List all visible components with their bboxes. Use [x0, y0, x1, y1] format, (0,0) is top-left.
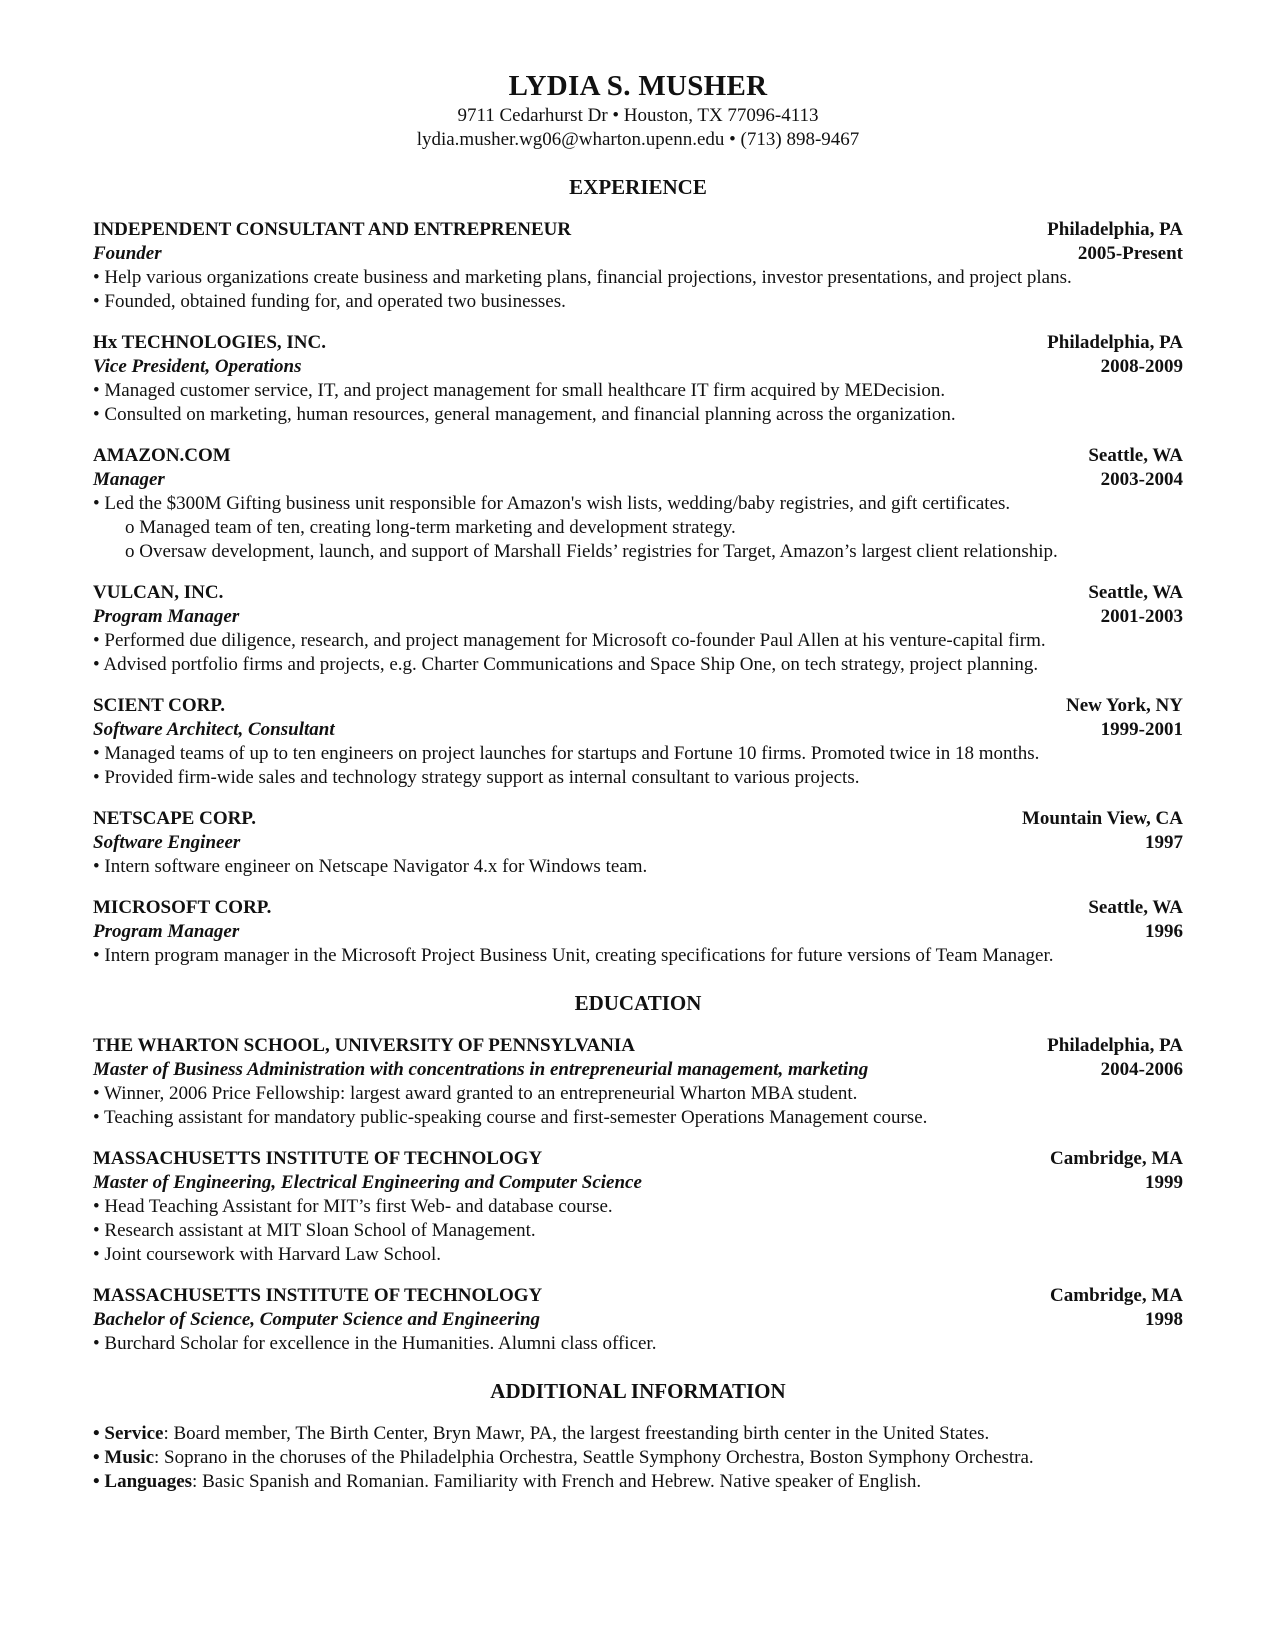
resume-header: [93, 68, 1183, 152]
employer-name: SCIENT CORP.: [93, 695, 225, 716]
bullet-item: • Teaching assistant for mandatory public-speaking course and first-semester Operations Management course.: [93, 1107, 928, 1128]
sub-bullet-item: o Managed team of ten, creating long-term marketing and development strategy.: [125, 517, 736, 538]
employer-name: NETSCAPE CORP.: [93, 808, 256, 829]
employer-name: MICROSOFT CORP.: [93, 897, 272, 918]
job-dates: 2008-2009: [1100, 356, 1183, 377]
resume-page: [93, 68, 1183, 1494]
item-label: • Languages: [93, 1471, 193, 1492]
school-name: THE WHARTON SCHOOL, UNIVERSITY OF PENNSYLVANIA: [93, 1035, 636, 1056]
bullet-item: • Help various organizations create business and marketing plans, financial projections, investor presentations, and project plans.: [93, 267, 1072, 288]
bullet-item: • Managed teams of up to ten engineers on project launches for startups and Fortune 10 firms. Promoted twice in 18 months.: [93, 743, 1040, 764]
experience-entry: [93, 896, 1183, 968]
job-location: New York, NY: [1066, 695, 1183, 716]
school-name: MASSACHUSETTS INSTITUTE OF TECHNOLOGY: [93, 1148, 543, 1169]
job-location: Philadelphia, PA: [1047, 219, 1183, 240]
job-title: Program Manager: [93, 921, 240, 942]
job-title: Vice President, Operations: [93, 356, 302, 377]
additional-info-heading: ADDITIONAL INFORMATION: [490, 1379, 786, 1403]
bullet-item: • Managed customer service, IT, and project management for small healthcare IT firm acquired by MEDecision.: [93, 380, 946, 401]
bullet-item: • Advised portfolio firms and projects, e.g. Charter Communications and Space Ship One, on tech strategy, project planning.: [93, 654, 1039, 675]
bullet-item: • Winner, 2006 Price Fellowship: largest award granted to an entrepreneurial Wharton MBA student.: [93, 1083, 858, 1104]
additional-item-music: [93, 1446, 1183, 1470]
education-entry: [93, 1034, 1183, 1130]
bullet-item: • Performed due diligence, research, and project management for Microsoft co-founder Paul Allen at his venture-capital firm.: [93, 630, 1046, 651]
experience-entry: [93, 444, 1183, 564]
school-location: Cambridge, MA: [1050, 1285, 1183, 1306]
experience-entry: [93, 807, 1183, 879]
bullet-item: • Intern software engineer on Netscape Navigator 4.x for Windows team.: [93, 856, 648, 877]
experience-entry: [93, 218, 1183, 314]
bullet-item: • Joint coursework with Harvard Law School.: [93, 1244, 442, 1265]
item-text: : Board member, The Birth Center, Bryn Mawr, PA, the largest freestanding birth center in the United States.: [163, 1423, 990, 1444]
job-location: Seattle, WA: [1088, 897, 1183, 918]
job-location: Seattle, WA: [1088, 582, 1183, 603]
school-location: Cambridge, MA: [1050, 1148, 1183, 1169]
experience-heading: EXPERIENCE: [569, 175, 707, 199]
item-label: • Service: [93, 1423, 164, 1444]
education-heading: EDUCATION: [574, 991, 702, 1015]
employer-name: VULCAN, INC.: [93, 582, 224, 603]
contact-line: lydia.musher.wg06@wharton.upenn.edu • (713) 898-9467: [416, 129, 860, 150]
bullet-item: • Intern program manager in the Microsoft Project Business Unit, creating specifications for future versions of Team Manager.: [93, 945, 1054, 966]
bullet-item: • Research assistant at MIT Sloan School of Management.: [93, 1220, 536, 1241]
job-title: Manager: [93, 469, 165, 490]
degree-title: Master of Engineering, Electrical Engineering and Computer Science: [93, 1172, 642, 1193]
job-dates: 1999-2001: [1100, 719, 1183, 740]
job-dates: 1996: [1145, 921, 1183, 942]
degree-title: Master of Business Administration with concentrations in entrepreneurial management, marketing: [93, 1059, 869, 1080]
degree-title: Bachelor of Science, Computer Science and Engineering: [93, 1309, 541, 1330]
job-dates: 2003-2004: [1100, 469, 1183, 490]
job-title: Software Architect, Consultant: [93, 719, 335, 740]
bullet-item: • Burchard Scholar for excellence in the Humanities. Alumni class officer.: [93, 1333, 657, 1354]
bullet-item: • Founded, obtained funding for, and operated two businesses.: [93, 291, 566, 312]
additional-info-list: [93, 1422, 1183, 1494]
item-label: • Music: [93, 1447, 155, 1468]
bullet-item: • Provided firm-wide sales and technology strategy support as internal consultant to various projects.: [93, 767, 860, 788]
bullet-item: • Head Teaching Assistant for MIT’s first Web- and database course.: [93, 1196, 613, 1217]
bullet-item: • Consulted on marketing, human resources, general management, and financial planning across the organization.: [93, 404, 956, 425]
job-dates: 2001-2003: [1100, 606, 1183, 627]
item-text: : Soprano in the choruses of the Philadelphia Orchestra, Seattle Symphony Orchestra, Boston Symphony Orchestra.: [154, 1447, 1034, 1468]
school-location: Philadelphia, PA: [1047, 1035, 1183, 1056]
additional-item-languages: [93, 1470, 1183, 1494]
address-line: 9711 Cedarhurst Dr • Houston, TX 77096-4113: [457, 105, 819, 126]
job-title: Software Engineer: [93, 832, 241, 853]
bullet-item: • Led the $300M Gifting business unit responsible for Amazon's wish lists, wedding/baby registries, and gift certificates.: [93, 493, 1011, 514]
job-dates: 1997: [1145, 832, 1183, 853]
employer-name: Hx TECHNOLOGIES, INC.: [93, 332, 326, 353]
education-entry: [93, 1284, 1183, 1356]
job-title: Founder: [93, 243, 162, 264]
employer-name: INDEPENDENT CONSULTANT AND ENTREPRENEUR: [93, 219, 572, 240]
item-text: : Basic Spanish and Romanian. Familiarity with French and Hebrew. Native speaker of English.: [192, 1471, 922, 1492]
candidate-name: LYDIA S. MUSHER: [508, 70, 768, 102]
experience-entry: [93, 331, 1183, 427]
job-location: Seattle, WA: [1088, 445, 1183, 466]
additional-item-service: [93, 1422, 1183, 1446]
job-location: Mountain View, CA: [1022, 808, 1183, 829]
job-dates: 2005-Present: [1077, 243, 1183, 264]
experience-entry: [93, 694, 1183, 790]
job-title: Program Manager: [93, 606, 240, 627]
degree-dates: 2004-2006: [1100, 1059, 1183, 1080]
school-name: MASSACHUSETTS INSTITUTE OF TECHNOLOGY: [93, 1285, 543, 1306]
sub-bullet-item: o Oversaw development, launch, and support of Marshall Fields’ registries for Target, Amazon’s largest client relationship.: [125, 541, 1058, 562]
job-location: Philadelphia, PA: [1047, 332, 1183, 353]
employer-name: AMAZON.COM: [93, 445, 231, 466]
degree-dates: 1998: [1145, 1309, 1183, 1330]
degree-dates: 1999: [1145, 1172, 1183, 1193]
education-entry: [93, 1147, 1183, 1267]
experience-entry: [93, 581, 1183, 677]
